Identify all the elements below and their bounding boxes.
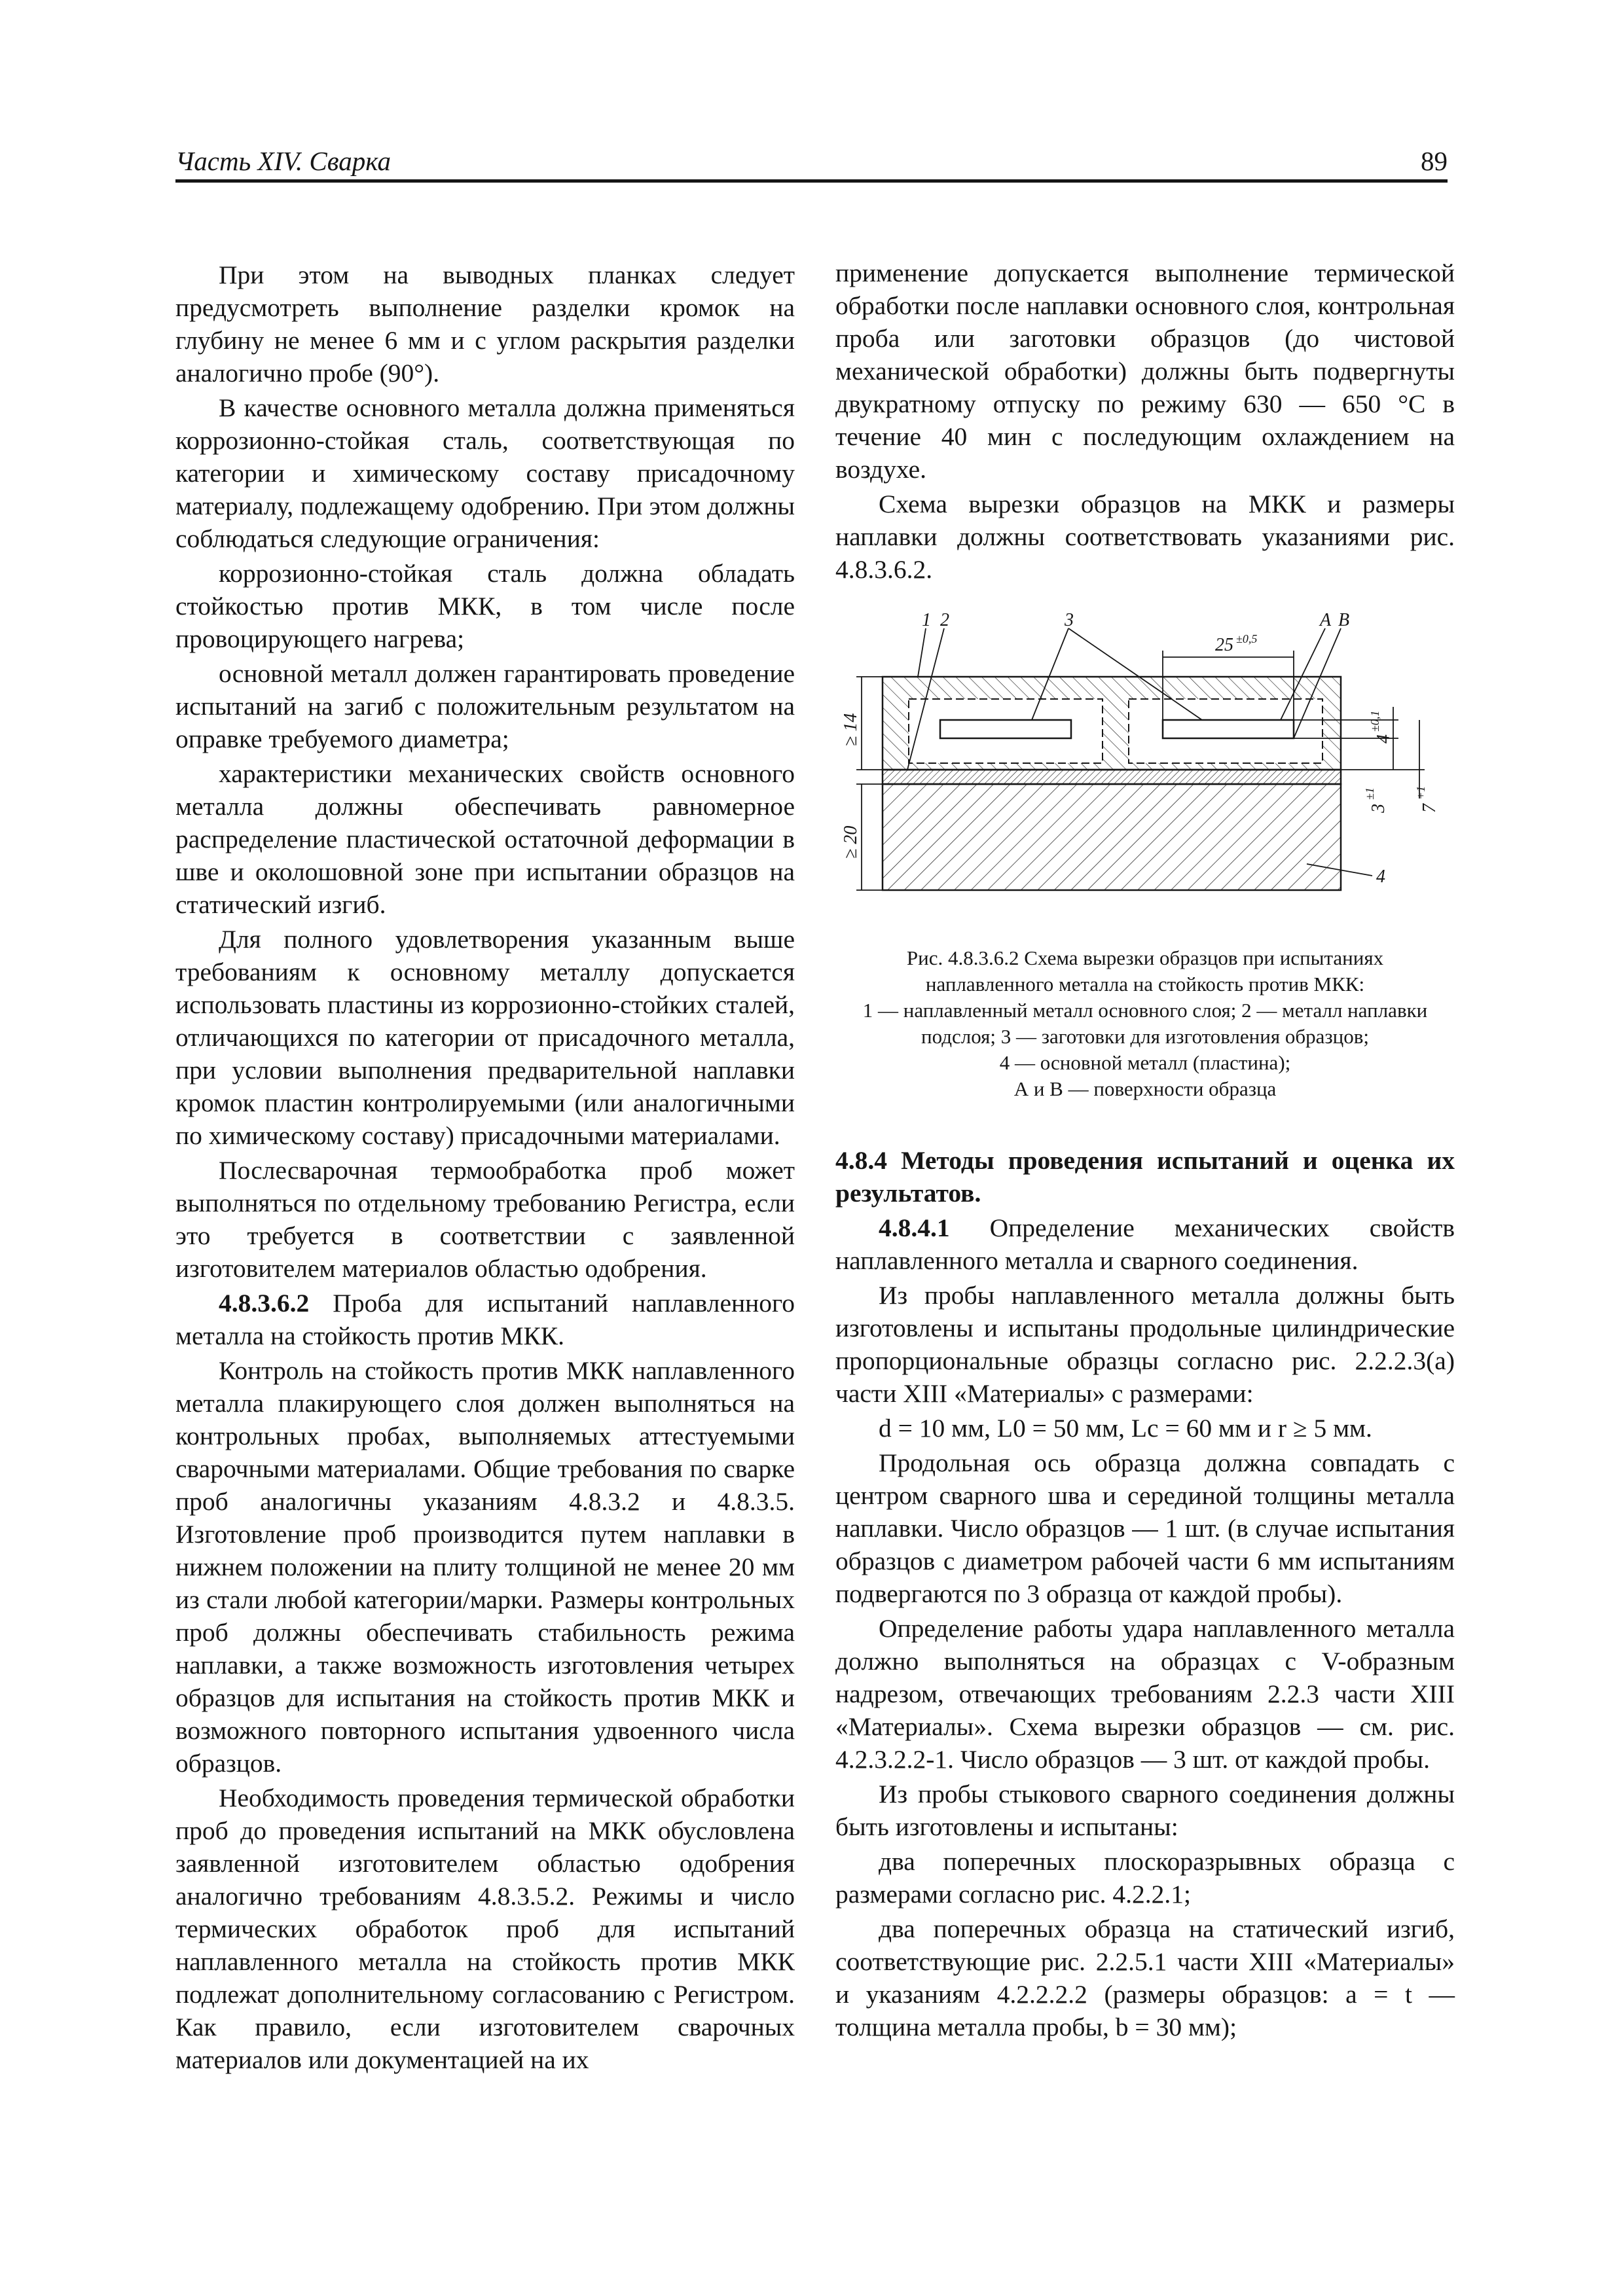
header-rule	[175, 179, 1448, 183]
paragraph: Из пробы стыкового сварного соединения должны быть изготовлены и испытаны:	[835, 1780, 1455, 1841]
caption-line: наплавленного металла на стойкость против МКК:	[925, 973, 1365, 996]
label-a: A	[1320, 610, 1332, 630]
dim-width-25: 25	[1215, 635, 1233, 655]
section-heading: 4.8.4 Методы проведения испытаний и оценка их результатов.	[835, 1146, 1455, 1208]
paragraph: Для полного удовлетворения указанным выше требованиям к основному металлу допускается использовать пластины из коррозионно-стойких сталей, отличающихся по категории от присадочного металла, при условии выполнения предварительной наплавки кромок пластин контролируемыми (или аналогичными по химическому составу) присадочными материалами.	[175, 925, 795, 1150]
subclause-text: Определение механических свойств наплавленного металла и сварного соединения.	[835, 1213, 1455, 1275]
cutting-scheme-drawing	[835, 609, 1455, 949]
label-b: B	[1338, 610, 1350, 630]
label-3: 3	[1065, 610, 1074, 630]
underlayer-deposit	[883, 770, 1341, 784]
paragraph: Определение работы удара наплавленного металла должно выполняться на образцах с V-образным надрезом, отвечающих требованиям 2.2.3 части XIII «Материалы». Схема вырезки образцов — см. рис. 4.2.3.2.2-1. Число образцов — 3 шт. от каждой пробы.	[835, 1614, 1455, 1774]
running-header	[175, 143, 1448, 179]
label-1: 1	[922, 610, 931, 630]
dim-3-tolerance: ±1	[1363, 787, 1376, 800]
dim-3: 3	[1368, 804, 1389, 813]
caption-line: 4 — основной металл (пластина);	[999, 1051, 1291, 1074]
subclause-number: 4.8.3.6.2	[219, 1289, 310, 1318]
formula: d = 10 мм, L0 = 50 мм, Lc = 60 мм и r ≥ 5 мм.	[879, 1414, 1372, 1443]
paragraph: Из пробы наплавленного металла должны быть изготовлены и испытаны продольные цилиндрические пропорциональные образцы согласно рис. 2.2.2.3(а) части XIII «Материалы» с размерами:	[835, 1281, 1455, 1408]
paragraph: применение допускается выполнение термической обработки после наплавки основного слоя, контрольная проба или заготовки образцов (до чистовой механической обработки) должны быть подвергнуты двукратному отпуску по режиму 630 — 650 °С в течение 40 мин с последующим охлаждением на воздухе.	[835, 259, 1455, 484]
caption-line: А и В — поверхности образца	[1013, 1077, 1277, 1100]
dim-min-20: ≥ 20	[841, 825, 861, 859]
paragraph: Продольная ось образца должна совпадать с центром сварного шва и серединой толщины металла наплавки. Число образцов — 1 шт. (в случае испытания образцов с диаметром рабочей части 6 мм испытаниям подвергаются по 3 образца от каждой пробы).	[835, 1448, 1455, 1608]
paragraph: Послесварочная термообработка проб может выполняться по отдельному требованию Регистра, если это требуется в соответствии с заявленной изготовителем материалов областью одобрения.	[175, 1156, 795, 1283]
subclause-number: 4.8.4.1	[879, 1213, 950, 1242]
figure-caption	[835, 945, 1455, 1102]
dim-thickness-4-tolerance: ±0,1	[1368, 710, 1381, 732]
subclause-text: Проба для испытаний наплавленного металла на стойкость против МКК.	[175, 1289, 795, 1350]
caption-line: 1 — наплавленный металл основного слоя; 2 — металл наплавки	[862, 999, 1428, 1022]
list-item: два поперечных образца на статический изгиб, соответствующие рис. 2.2.5.1 части XIII «Материалы» и указаниям 4.2.2.2.2 (размеры образцов: а = t — толщина металла пробы, b = 30 мм);	[835, 1914, 1455, 2041]
header-page-number: 89	[1421, 146, 1448, 176]
subclause-paragraph	[175, 1287, 795, 1352]
specimen-left	[940, 720, 1071, 738]
dim-min-14: ≥ 14	[841, 713, 861, 746]
right-column-lower	[835, 1144, 1455, 2045]
figure-4-8-3-6-2	[835, 609, 1455, 949]
paragraph: Необходимость проведения термической обработки проб до проведения испытаний на МКК обусловлена заявленной изготовителем областью одобрения аналогично требованиям 4.8.3.5.2. Режимы и число термических обработок проб для испытаний наплавленного металла на стойкость против МКК подлежат дополнительному согласованию с Регистром. Как правило, если изготовителем сварочных материалов или документацией на их	[175, 1784, 795, 2074]
list-item: основной металл должен гарантировать проведение испытаний на загиб с положительным результатом на оправке требуемого диаметра;	[175, 659, 795, 753]
left-column	[175, 259, 795, 2078]
label-4: 4	[1376, 867, 1385, 887]
paragraph: Контроль на стойкость против МКК наплавленного металла плакирующего слоя должен выполняться на контрольных пробах, выполняемых аттестуемыми сварочными материалами. Общие требования по сварке проб аналогичны указаниям 4.8.3.2 и 4.8.3.5. Изготовление проб производится путем наплавки в нижнем положении на плиту толщиной не менее 20 мм из стали любой категории/марки. Размеры контрольных проб должны обеспечивать стабильность режима наплавки, а также возможность изготовления четырех образцов для испытания на стойкость против МКК и возможного повторного испытания удвоенного числа образцов.	[175, 1356, 795, 1778]
dim-width-tolerance: ±0,5	[1236, 632, 1258, 645]
caption-line: Рис. 4.8.3.6.2 Схема вырезки образцов при испытаниях	[906, 946, 1384, 969]
paragraph: Схема вырезки образцов на МКК и размеры наплавки должны соответствовать указаниями рис. 4.8.3.6.2.	[835, 490, 1455, 584]
header-section-title: Часть XIV. Сварка	[175, 146, 391, 176]
dim-7-tolerance: +1	[1414, 785, 1427, 800]
paragraph: При этом на выводных планках следует предусмотреть выполнение разделки кромок на глубину не менее 6 мм и с углом раскрытия разделки аналогично пробе (90°).	[175, 260, 795, 387]
list-item: два поперечных плоскоразрывных образца с размерами согласно рис. 4.2.2.1;	[835, 1847, 1455, 1909]
right-column	[835, 257, 1455, 588]
caption-line: подслоя; 3 — заготовки для изготовления образцов;	[921, 1025, 1369, 1048]
base-metal-plate	[883, 784, 1341, 890]
subclause-paragraph	[835, 1211, 1455, 1277]
dim-7: 7	[1419, 804, 1440, 813]
label-2: 2	[940, 610, 949, 630]
specimen-right	[1163, 720, 1294, 738]
list-item: коррозионно-стойкая сталь должна обладать стойкостью против МКК, в том числе после провоцирующего нагрева;	[175, 559, 795, 653]
dim-thickness-4: 4	[1374, 734, 1394, 744]
paragraph: В качестве основного металла должна применяться коррозионно-стойкая сталь, соответствующая по категории и химическому составу присадочному материалу, подлежащему одобрению. При этом должны соблюдаться следующие ограничения:	[175, 393, 795, 553]
list-item: характеристики механических свойств основного металла должны обеспечивать равномерное распределение пластической остаточной деформации в шве и околошовной зоне при испытании образцов на статический изгиб.	[175, 759, 795, 919]
